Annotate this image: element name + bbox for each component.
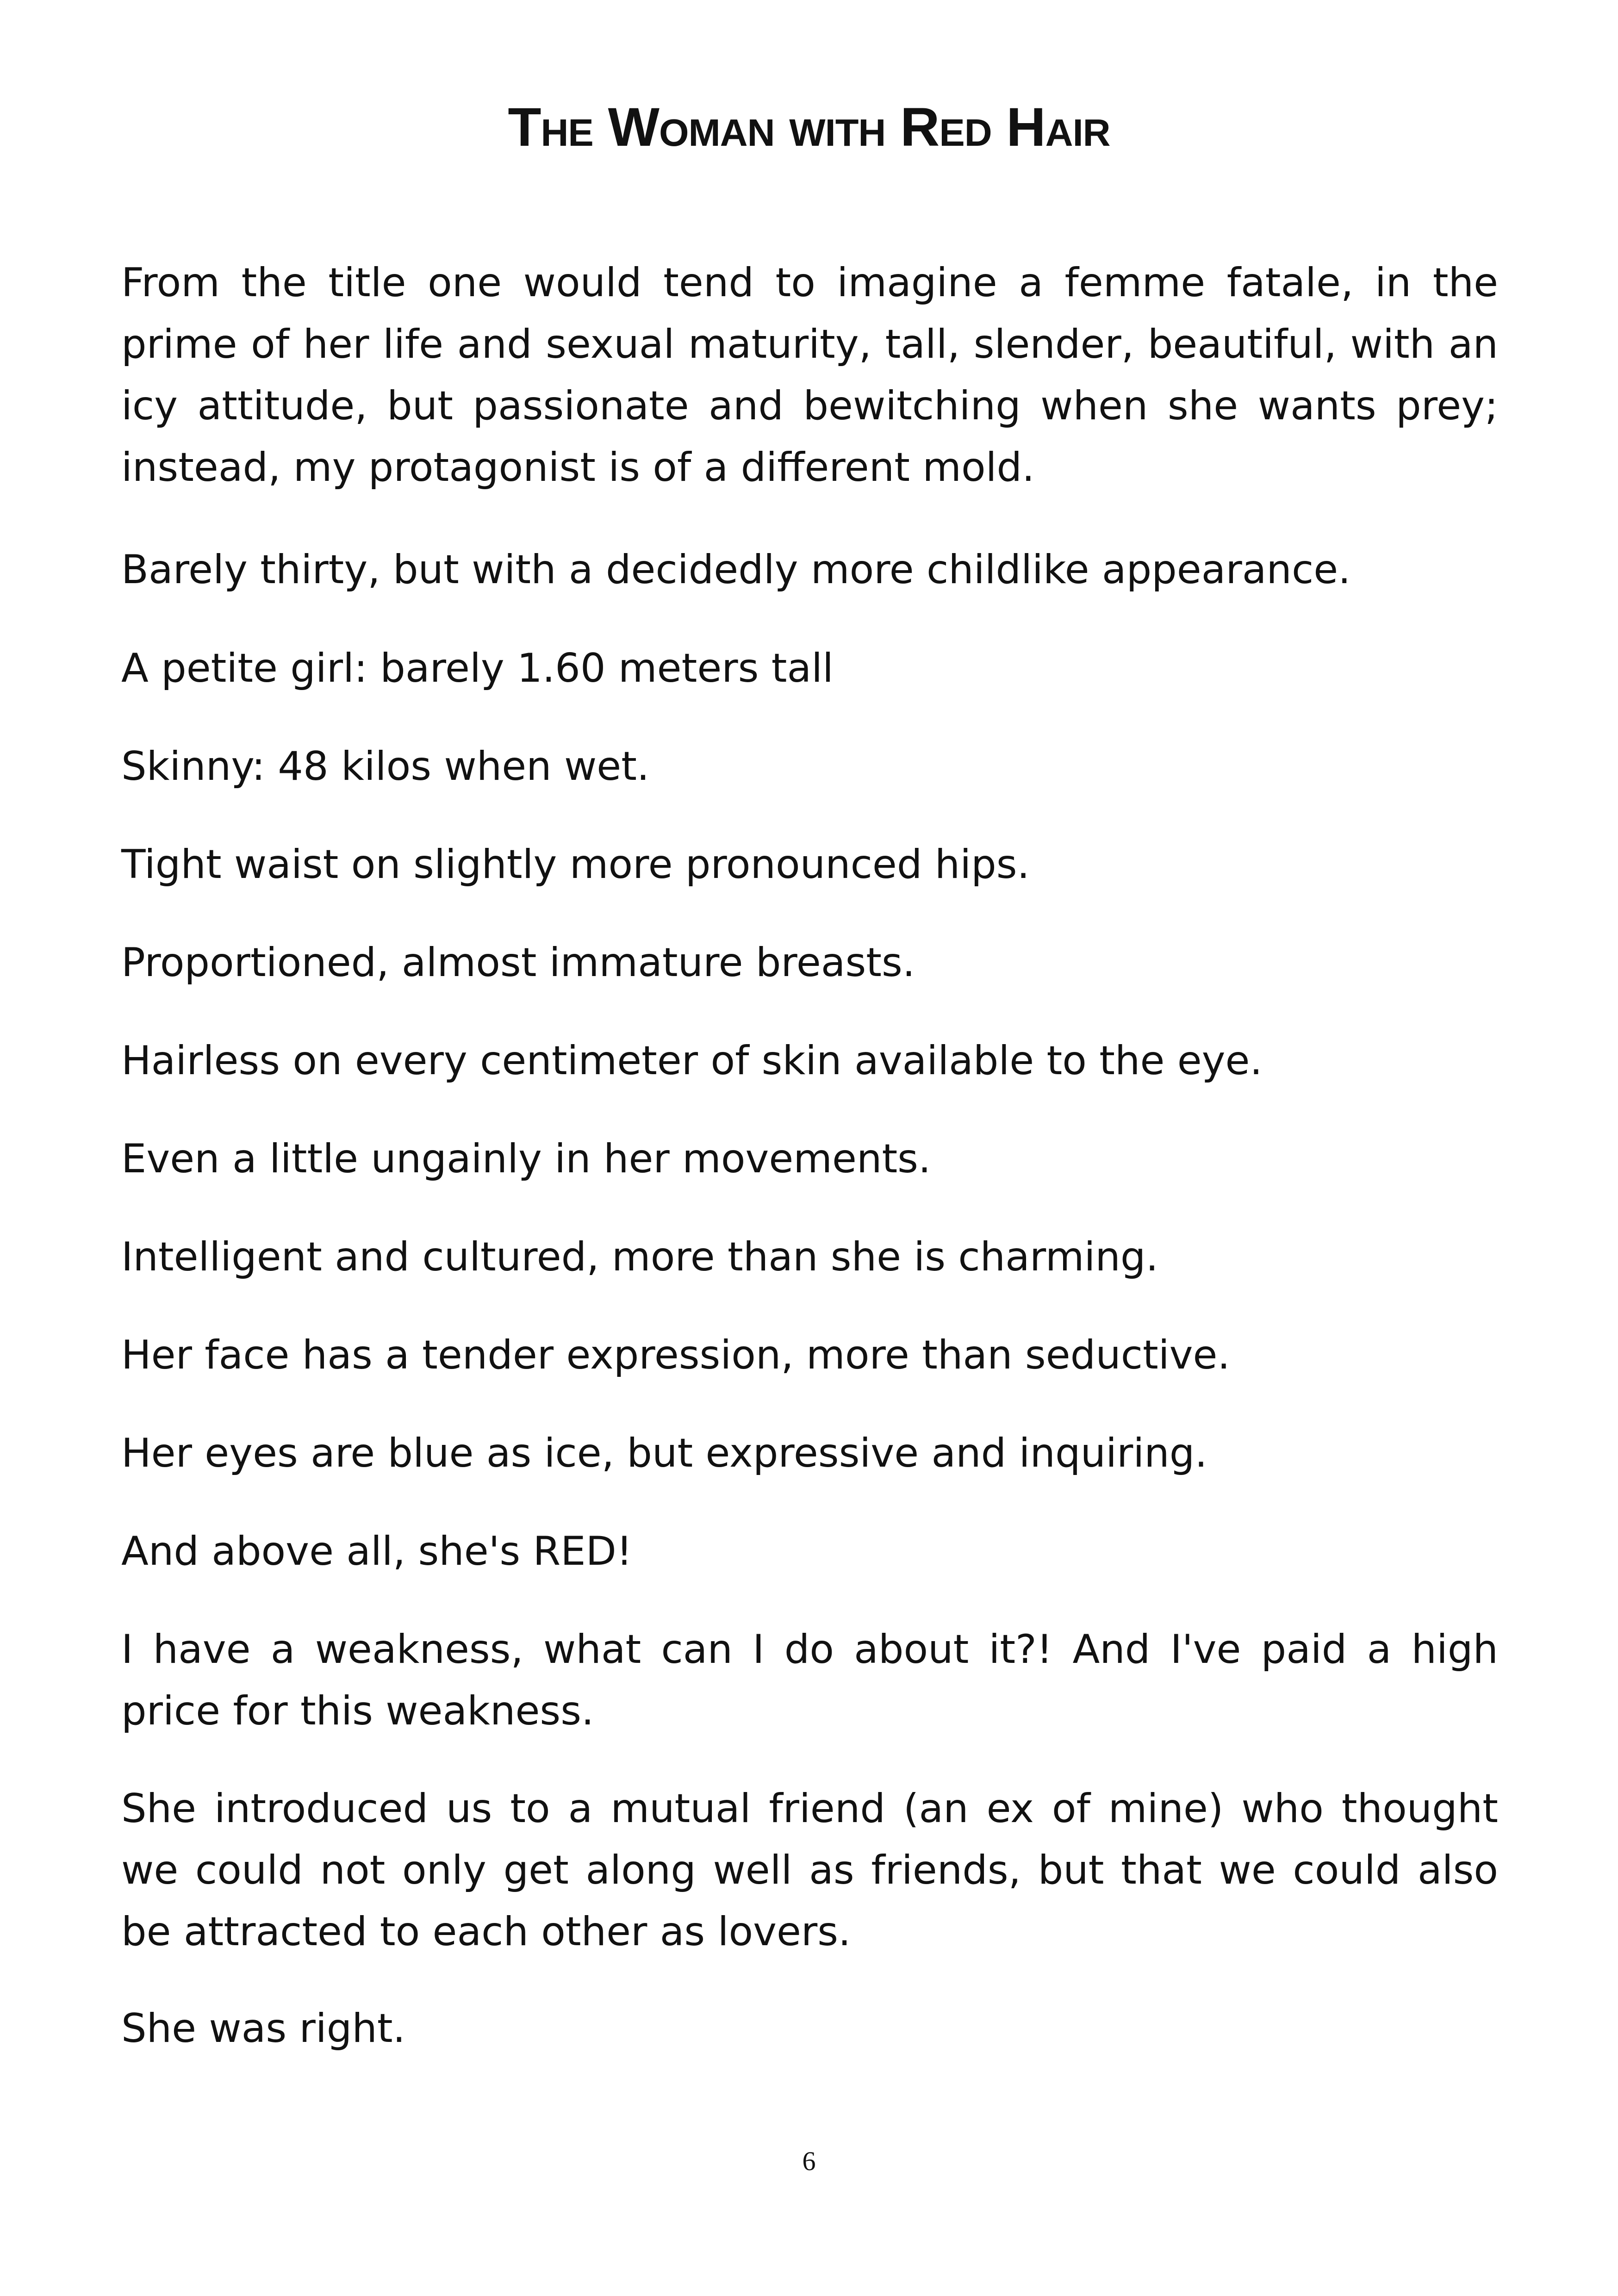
paragraph-hairless: Hairless on every centimeter of skin available to the eye.: [121, 1038, 1263, 1084]
paragraph-waist: Tight waist on slightly more pronounced hips.: [121, 841, 1030, 888]
paragraph-weight: Skinny: 48 kilos when wet.: [121, 743, 650, 790]
paragraph-intro: From the title one would tend to imagine a femme fatale, in the prime of her life and sexual maturity, tall, slender, beautiful, with an icy attitude, but passionate and bewitching when she wants prey; instead, my protagonist is of a different mold.: [121, 260, 1498, 491]
paragraph-age: Barely thirty, but with a decidedly more childlike appearance.: [121, 547, 1351, 593]
paragraph-right: She was right.: [121, 2005, 405, 2052]
paragraph-friend: She introduced us to a mutual friend (an ex of mine) who thought we could not only get along well as friends, but that we could also be attracted to each other as lovers.: [121, 1786, 1498, 1955]
paragraph-ungainly: Even a little ungainly in her movements.: [121, 1136, 931, 1182]
chapter-title: The Woman with Red Hair: [508, 97, 1110, 158]
paragraph-intelligent: Intelligent and cultured, more than she is charming.: [121, 1234, 1158, 1280]
page-number: 6: [802, 2146, 816, 2176]
paragraph-breasts: Proportioned, almost immature breasts.: [121, 940, 915, 986]
paragraph-face: Her face has a tender expression, more than seductive.: [121, 1332, 1230, 1378]
paragraph-red: And above all, she's RED!: [121, 1528, 633, 1574]
paragraph-height: A petite girl: barely 1.60 meters tall: [121, 645, 834, 691]
paragraph-weakness: I have a weakness, what can I do about it?! And I've paid a high price for this weakness.: [121, 1626, 1498, 1734]
paragraph-eyes: Her eyes are blue as ice, but expressive and inquiring.: [121, 1430, 1207, 1476]
